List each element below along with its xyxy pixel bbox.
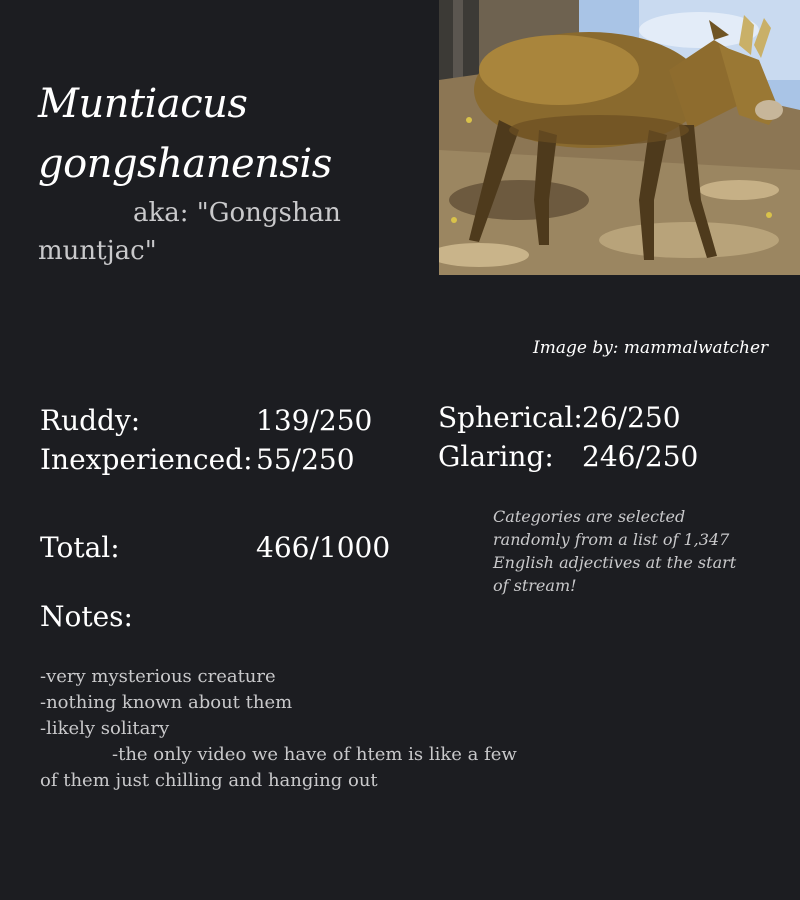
total-value: 466/1000: [256, 531, 391, 564]
notes-line: -nothing known about them: [40, 692, 293, 713]
stat-value-spherical: 26/250: [582, 401, 681, 434]
stat-value-ruddy: 139/250: [256, 404, 373, 437]
species-title: Muntiacus gongshanensis: [38, 81, 332, 187]
notes-list: [40, 664, 530, 794]
notes-line: -likely solitary: [40, 718, 170, 739]
total-label: Total:: [40, 531, 120, 564]
image-credit: Image by: mammalwatcher: [533, 338, 769, 358]
stat-value-inexperienced: 55/250: [256, 443, 355, 476]
stat-label-inexperienced: Inexperienced:: [40, 443, 253, 476]
notes-heading: Notes:: [40, 600, 133, 633]
stat-label-ruddy: Ruddy:: [40, 404, 141, 437]
notes-line: -the only video we have of htem is like a few of them just chilling and hanging out: [40, 744, 517, 791]
stat-value-glaring: 246/250: [582, 440, 699, 473]
muntjac-photo: [439, 0, 800, 275]
stat-label-glaring: Glaring:: [438, 440, 554, 473]
stat-label-spherical: Spherical:: [438, 401, 583, 434]
notes-line: -very mysterious creature: [40, 666, 276, 687]
category-note: Categories are selected randomly from a list of 1,347 English adjectives at the start of stream!: [493, 507, 737, 595]
species-common-name: aka: "Gongshan muntjac": [38, 198, 341, 266]
